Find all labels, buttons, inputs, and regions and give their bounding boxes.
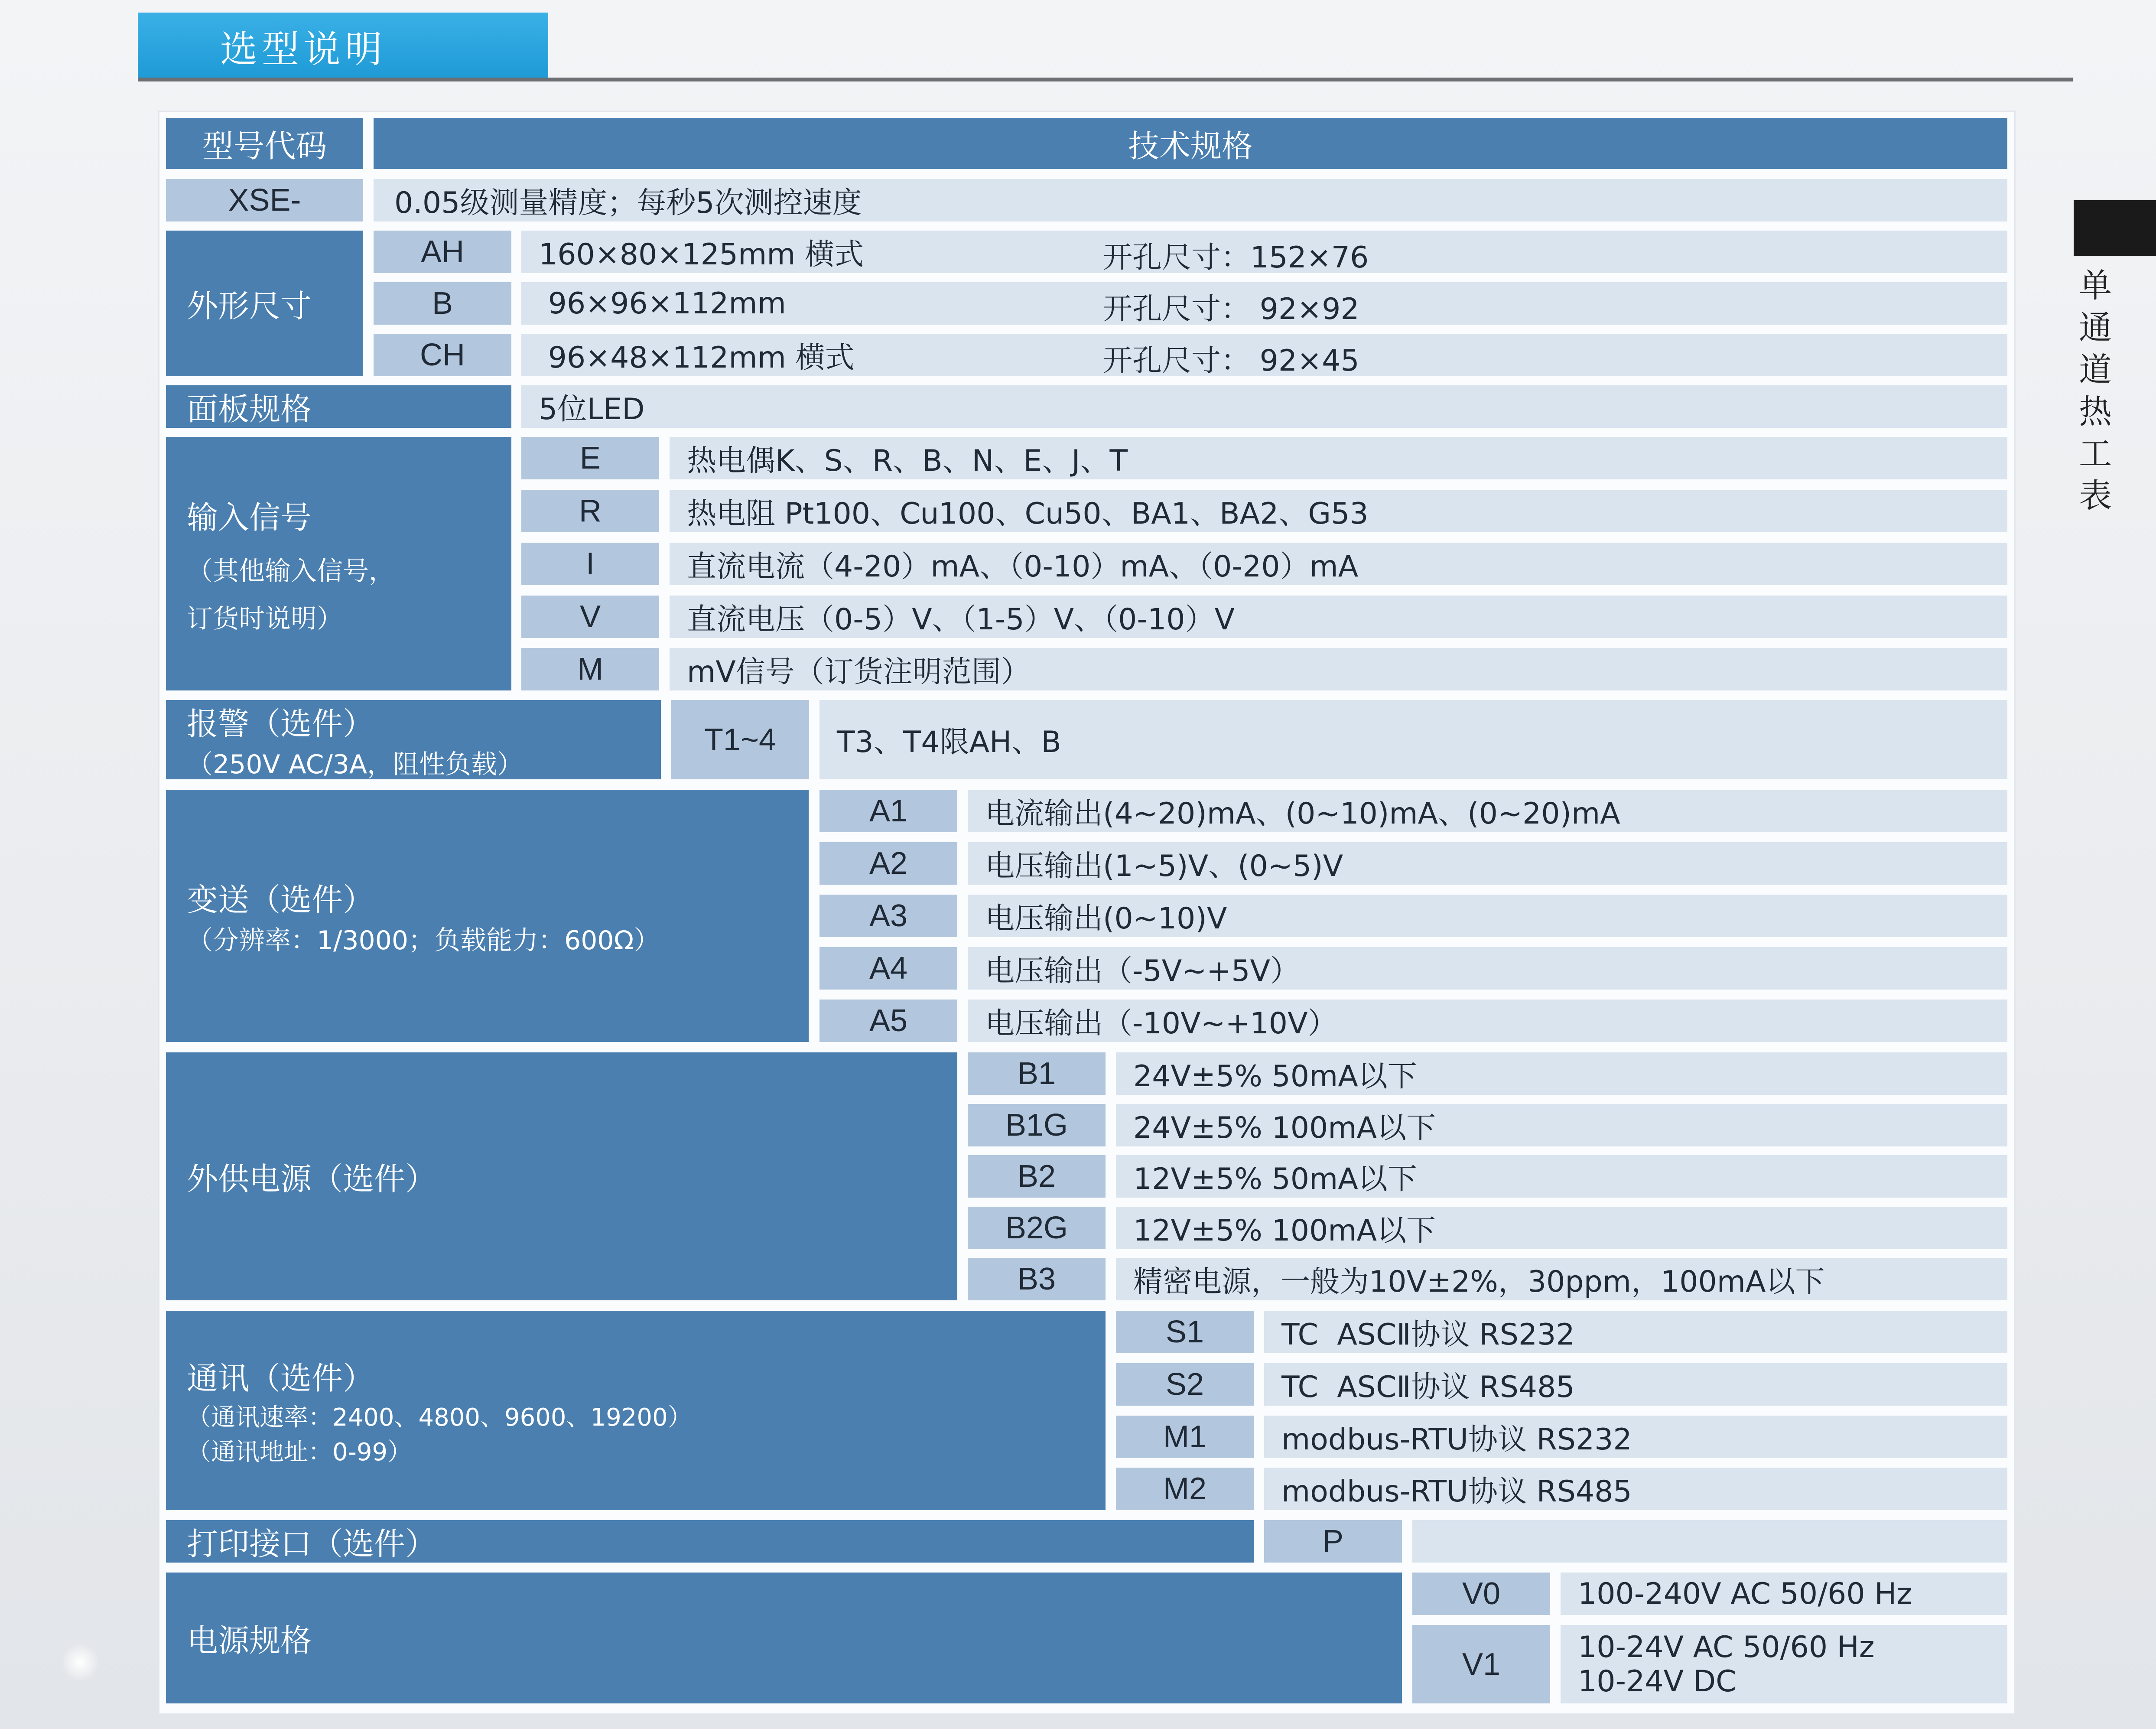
spec-a4: 电压输出（-5V~+5V）: [968, 947, 2007, 990]
code-v0: V0: [1412, 1573, 1550, 1615]
code-e: E: [521, 437, 659, 479]
code-v: V: [521, 596, 659, 638]
code-m: M: [521, 648, 659, 690]
comm-note-1: （通讯速率：2400、4800、9600、19200）: [187, 1403, 692, 1432]
code-s2: S2: [1116, 1363, 1254, 1406]
label-power: 电源规格: [166, 1573, 1402, 1703]
alarm-note: （250V AC/3A，阻性负载）: [187, 749, 523, 780]
spec-v1-dc: 10-24V DC: [1578, 1664, 1737, 1699]
code-b1: B1: [968, 1052, 1106, 1095]
code-s1: S1: [1116, 1311, 1254, 1353]
spec-b3: 精密电源，一般为10V±2%，30ppm，100mA以下: [1116, 1258, 2007, 1300]
code-b1g: B1G: [968, 1104, 1106, 1146]
spec-xse: 0.05级测量精度；每秒5次测控速度: [374, 179, 2007, 221]
comm-title: 通讯（选件）: [187, 1360, 374, 1397]
code-v1: V1: [1412, 1625, 1550, 1703]
label-alarm: [166, 700, 661, 779]
code-m1: M1: [1116, 1416, 1254, 1458]
label-transmit: [166, 790, 809, 1042]
spec-i: 直流电流（4-20）mA、（0-10）mA、（0-20）mA: [670, 543, 2007, 585]
code-a3: A3: [819, 895, 957, 937]
label-print: 打印接口（选件）: [166, 1520, 1254, 1563]
spec-b1: 24V±5% 50mA以下: [1116, 1052, 2007, 1095]
code-ch: CH: [374, 334, 511, 376]
spec-v0: 100-240V AC 50/60 Hz: [1561, 1573, 2007, 1615]
code-alarm: T1~4: [671, 700, 809, 779]
code-a1: A1: [819, 790, 957, 832]
code-b2g: B2G: [968, 1207, 1106, 1249]
label-panel: 面板规格: [166, 385, 511, 428]
spec-b2: 12V±5% 50mA以下: [1116, 1155, 2007, 1198]
code-m2: M2: [1116, 1468, 1254, 1510]
spec-ch-size: 96×48×112mm 横式: [521, 334, 2007, 376]
section-divider: [138, 78, 2073, 81]
spec-b-cutout: 开孔尺寸： 92×92: [1103, 292, 1359, 326]
spec-alarm: T3、T4限AH、B: [819, 700, 2007, 779]
spec-panel: 5位LED: [521, 385, 2007, 428]
column-header-spec: 技术规格: [374, 118, 2007, 169]
spec-ch-cutout: 开孔尺寸： 92×45: [1103, 344, 1359, 378]
transmit-note: （分辨率：1/3000；负载能力：600Ω）: [187, 925, 660, 956]
section-title: 选型说明: [138, 13, 548, 79]
spec-s2: TC ASCⅡ协议 RS485: [1264, 1363, 2007, 1406]
code-i: I: [521, 543, 659, 585]
code-a5: A5: [819, 1000, 957, 1042]
input-note-2: 订货时说明）: [187, 603, 343, 634]
spec-a2: 电压输出(1~5)V、(0~5)V: [968, 842, 2007, 885]
spec-p: [1412, 1520, 2007, 1563]
spec-s1: TC ASCⅡ协议 RS232: [1264, 1311, 2007, 1353]
spec-b1g: 24V±5% 100mA以下: [1116, 1104, 2007, 1146]
spec-ah-cutout: 开孔尺寸：152×76: [1103, 241, 1369, 275]
code-xse: XSE-: [166, 179, 363, 221]
spec-r: 热电阻 Pt100、Cu100、Cu50、BA1、BA2、G53: [670, 490, 2007, 532]
label-input: [166, 437, 511, 690]
comm-note-2: （通讯地址：0-99）: [187, 1438, 412, 1466]
code-a4: A4: [819, 947, 957, 990]
label-comm: [166, 1311, 1106, 1510]
spec-m2: modbus-RTU协议 RS485: [1264, 1468, 2007, 1510]
code-a2: A2: [819, 842, 957, 885]
input-note-1: （其他输入信号，: [187, 556, 395, 586]
label-dimensions: 外形尺寸: [166, 231, 363, 376]
spec-b2g: 12V±5% 100mA以下: [1116, 1207, 2007, 1249]
spec-ah-size: 160×80×125mm 横式: [521, 231, 2007, 273]
background-sheen: [61, 1643, 100, 1682]
label-aux-power: 外供电源（选件）: [166, 1052, 957, 1300]
side-tab-marker: [2074, 200, 2156, 256]
transmit-title: 变送（选件）: [187, 882, 374, 918]
alarm-title: 报警（选件）: [187, 705, 374, 742]
code-b2: B2: [968, 1155, 1106, 1198]
spec-a1: 电流输出(4~20)mA、(0~10)mA、(0~20)mA: [968, 790, 2007, 832]
code-p: P: [1264, 1520, 1402, 1563]
spec-b-size: 96×96×112mm: [521, 282, 2007, 325]
code-r: R: [521, 490, 659, 532]
code-b: B: [374, 282, 511, 325]
spec-m1: modbus-RTU协议 RS232: [1264, 1416, 2007, 1458]
side-category-label: 单 通 道 热 工 表: [2079, 266, 2112, 515]
spec-v1: [1561, 1625, 2007, 1703]
code-ah: AH: [374, 231, 511, 273]
code-b3: B3: [968, 1258, 1106, 1300]
spec-e: 热电偶K、S、R、B、N、E、J、T: [670, 437, 2007, 479]
spec-v1-ac: 10-24V AC 50/60 Hz: [1578, 1630, 1875, 1664]
column-header-model: 型号代码: [166, 118, 363, 169]
spec-v: 直流电压（0-5）V、（1-5）V、（0-10）V: [670, 596, 2007, 638]
spec-m: mV信号（订货注明范围）: [670, 648, 2007, 690]
spec-a3: 电压输出(0~10)V: [968, 895, 2007, 937]
input-title: 输入信号: [187, 499, 312, 536]
spec-a5: 电压输出（-10V~+10V）: [968, 1000, 2007, 1042]
